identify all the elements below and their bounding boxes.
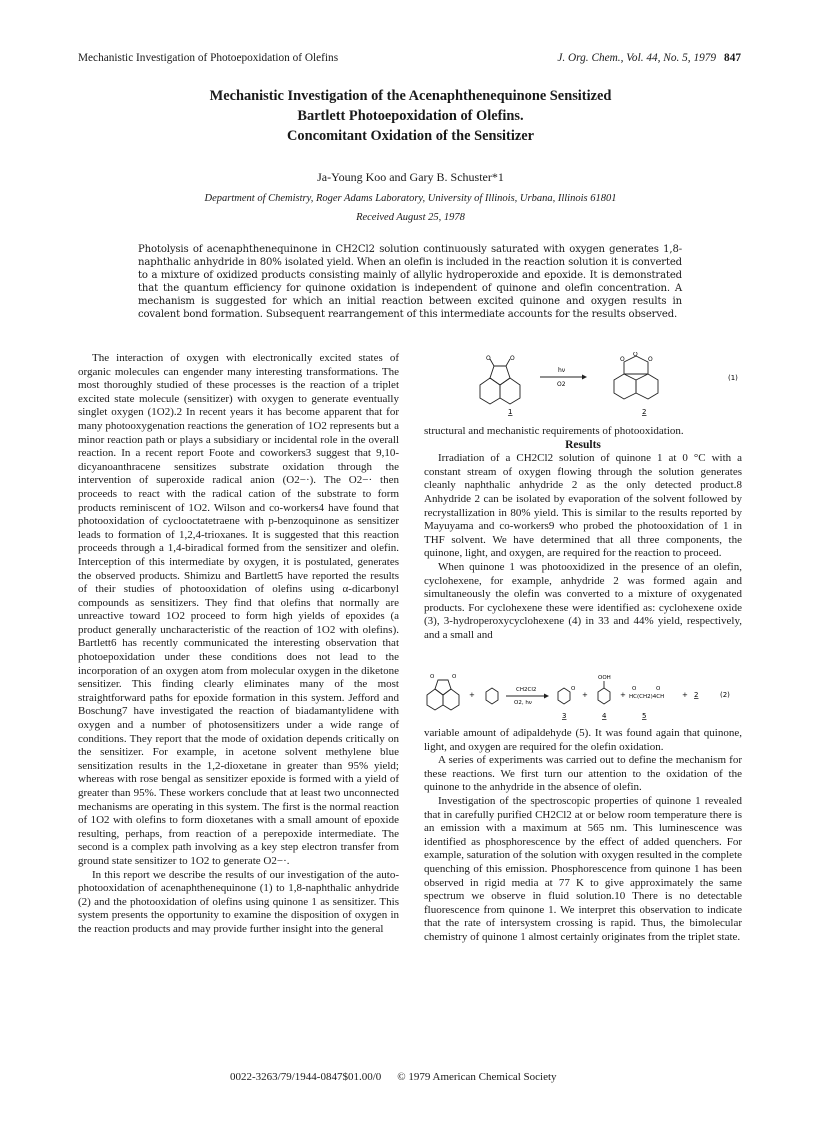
received-date: Received August 25, 1978 bbox=[356, 212, 465, 223]
compound-label-2: 2 bbox=[642, 408, 647, 416]
quinone-o-left: O bbox=[430, 674, 435, 680]
running-header-journal bbox=[557, 52, 741, 64]
equation-2-number: (2) bbox=[720, 691, 730, 699]
cyclohexene-oxide-structure bbox=[558, 688, 570, 704]
carbonyl-o-left: O bbox=[486, 355, 491, 362]
title-line-2: Bartlett Photoepoxidation of Olefins. bbox=[297, 108, 524, 124]
abstract: Photolysis of acenaphthenequinone in CH2Cl2 solution continuously saturated with oxygen generates 1,8-naphthalic anhydride in 80% isolated yield. When an olefin is included in the reaction solution it is converted to a mixture of oxidized products consisting mainly of allylic hydroperoxide and epoxide. It is demonstrated that the quantum efficiency for quinone oxidation is independent of quinone and olefin concentration. A mechanism is suggested for which an initial reaction between excited quinone and oxygen results in covalent bond formation. Subsequent rearrangement of this intermediate accounts for the results observed. bbox=[138, 244, 682, 321]
paragraph-olefin: When quinone 1 was photooxidized in the presence of an olefin, cyclohexene, for example, anhydride 2 was formed again and simultaneously the olefin was converted to a mixture of oxygenated products. For cyclohexene these were identified as: cyclohexene oxide (3), 3-hydroperoxycyclohexene (4) in 33 and 44% yield, respectively, and a small and bbox=[424, 560, 742, 641]
article-code: 0022-3263/79/1944-0847$01.00/0 bbox=[230, 1071, 382, 1083]
paragraph-experiments: A series of experiments was carried out to define the mechanism for these reactions. We first turn our attention to the oxidation of the quinone to the anhydride in the absence of olefin. bbox=[424, 754, 742, 794]
section-heading-results: Results bbox=[565, 438, 601, 451]
acenaphthenequinone-structure bbox=[480, 359, 520, 404]
cyclohexene-structure bbox=[486, 688, 498, 704]
article-title bbox=[78, 86, 743, 146]
hydroperoxycyclohexene-structure bbox=[598, 688, 610, 704]
compound-label-1: 1 bbox=[508, 408, 513, 416]
affiliation: Department of Chemistry, Roger Adams Laboratory, University of Illinois, Urbana, Illinois 61801 bbox=[204, 193, 617, 204]
journal-citation: J. Org. Chem., Vol. 44, No. 5, 1979 bbox=[557, 52, 717, 64]
paragraph-spectroscopy: Investigation of the spectroscopic properties of quinone 1 revealed that in carefully purified CH2Cl2 at or below room temperature there is an emission with a maximum at 565 nm. This luminescence was identified as phosphorescence by the effect of added quenchers. For example, saturation of the solution with oxygen resulted in the complete quenching of this emission. Phosphorescence from quinone 1 has been observed in rigid media at 77 K to give approximately the same spectrum we observe in fluid solution.10 There is no detectable fluorescence from quinone 1. We interpret this observation to indicate that the rate of intersystem crossing is rapid. Thus, the bimolecular chemistry of quinone 1 almost certainly originates from the triplet state. bbox=[424, 794, 743, 943]
arrow-2-bottom: O2, hν bbox=[514, 700, 532, 706]
arrowhead-1 bbox=[582, 375, 587, 380]
running-header-title: Mechanistic Investigation of Photoepoxidation of Olefins bbox=[78, 52, 339, 64]
paragraph-adipaldehyde: variable amount of adipaldehyde (5). It was found again that quinone, light, and oxygen are required for the olefin oxidation. bbox=[424, 727, 742, 753]
arrow-1-bottom: O2 bbox=[557, 381, 566, 388]
anhydride-o-2: O bbox=[633, 352, 638, 358]
scheme-1-figure bbox=[424, 352, 744, 420]
scheme-2-figure bbox=[424, 670, 744, 724]
equation-1-number: (1) bbox=[728, 374, 738, 382]
arrow-2-top: CH2Cl2 bbox=[516, 687, 537, 693]
title-line-3: Concomitant Oxidation of the Sensitizer bbox=[286, 128, 535, 144]
compound-label-3: 3 bbox=[562, 712, 567, 720]
aldehyde-o-left: O bbox=[632, 686, 637, 692]
ooh-group: OOH bbox=[598, 675, 611, 681]
arrowhead-2 bbox=[544, 694, 549, 699]
copyright-notice: © 1979 American Chemical Society bbox=[397, 1071, 557, 1083]
page-footer bbox=[230, 1071, 573, 1083]
page-number: 847 bbox=[724, 52, 741, 64]
quinone-structure-scheme-2 bbox=[427, 680, 459, 710]
right-column-block-2 bbox=[424, 727, 742, 945]
plus-sign-1: + bbox=[469, 691, 475, 699]
authors: Ja-Young Koo and Gary B. Schuster*1 bbox=[317, 170, 504, 184]
anhydride-o-1: O bbox=[620, 356, 625, 363]
paragraph-report: In this report we describe the results of our investigation of the auto-photooxidation of acenaphthenequinone (1) to 1,8-naphthalic anhydride (2) and the photooxidation of olefins using quinone 1 as sensitizer. This system presents the opportunity to examine the disposition of oxygen in the reaction products and may provide further insight into the general bbox=[78, 868, 399, 935]
paragraph-intro: The interaction of oxygen with electronically excited states of organic molecules can engender many interesting transformations. The most thoroughly studied of these processes is the reaction of a triplet excited state molecule (sensitizer) with oxygen to generate eventually singlet oxygen (1O2).2 In recent years it has become apparent that for many photooxygenation reactions the generation of 1O2 represents but a minor reaction path or plays a subsidiary or incidental role in the overall reaction. In a recent report Foote and coworkers3 suggest that 9,10-dicyanoanthracene sensitizes substrate oxidation through the intervention of superoxide radical anion (O2−·). The O2−· then proceeds to react with the radical cation of the substrate to form products reminiscent of 1O2. Wilson and co-workers4 have found that photooxidation of cyclooctatetraene with p-benzoquinone as sensitizer leads to formation of 1,2,4-trioxanes. It is suggested that this reaction proceeds through a 1,4-biradical formed from the sensitizer and olefin. Interception of this intermediate by oxygen, it is postulated, generates the observed products. Shimizu and Bartlett5 have reported the results of their studies of photooxidation of olefins using α-dicarbonyl compounds as sensitizers. They find that olefins that normally are unreactive toward 1O2 proceed to form high yields of epoxides (a product generally uncharacteristic of the reaction of 1O2 with olefins). Bartlett6 has recently communicated the interesting observation that photoepoxidation under these conditions does not lead to the incorporation of an oxygen atom from molecular oxygen in the diketone sensitizer. This finding clearly eliminates many of the most straightforward paths for epoxide formation in this system. Jefford and Boschung7 have investigated the reaction of biadamantylidene with oxygen and a number of photosensitizers under a wide range of conditions. They report that the mode of oxidation depends critically on the sensitizer. For example, in acetone solvent methylene blue sensitization results in the 1,2-dioxetane in greater than 95% yield; whereas with rose bengal as sensitizer epoxide is formed with a yield of greater than 95%. These workers conclude that at least two unconnected mechanisms are operating in this system. The first is the normal reaction of 1O2 with olefins to form dioxetanes with a small amount of epoxide resulting, perhaps, from reaction of a perepoxide intermediate. The second is a complex path involving as a key step electron transfer from ground state sensitizer to 1O2 to generate O2−·. bbox=[78, 352, 399, 867]
paragraph-irradiation: Irradiation of a CH2Cl2 solution of quinone 1 at 0 °C with a constant stream of oxygen flowing through the solution generates cleanly naphthalic anhydride 2 as the only detected product.8 Anhydride 2 can be isolated by evaporation of the solvent followed by recrystallization in 80% yield. This is similar to the results reported by Mayuyama and co-workers9 who probed the photooxidation of 1 in THF solvent. We have determined that all three components, the quinone, light, and oxygen, are required for the reaction to proceed. bbox=[424, 452, 742, 560]
carbonyl-o-right: O bbox=[510, 355, 515, 362]
compound-2-ref: 2 bbox=[694, 691, 699, 699]
compound-label-4: 4 bbox=[602, 712, 607, 720]
plus-sign-3: + bbox=[620, 691, 626, 699]
arrow-1-top: hν bbox=[558, 367, 566, 374]
left-column bbox=[78, 352, 399, 937]
plus-sign-4: + bbox=[682, 691, 688, 699]
aldehyde-o-right: O bbox=[656, 686, 661, 692]
quinone-o-right: O bbox=[452, 674, 457, 680]
plus-sign-2: + bbox=[582, 691, 588, 699]
right-column-block-1 bbox=[424, 425, 742, 643]
paragraph-continuation: structural and mechanistic requirements of photooxidation. bbox=[424, 425, 684, 437]
epoxide-o: O bbox=[571, 686, 576, 692]
anhydride-o-3: O bbox=[648, 356, 653, 363]
compound-label-5: 5 bbox=[642, 712, 647, 720]
title-line-1: Mechanistic Investigation of the Acenaphthenequinone Sensitized bbox=[209, 88, 612, 104]
adipaldehyde-formula: HC(CH2)4CH bbox=[629, 694, 665, 700]
